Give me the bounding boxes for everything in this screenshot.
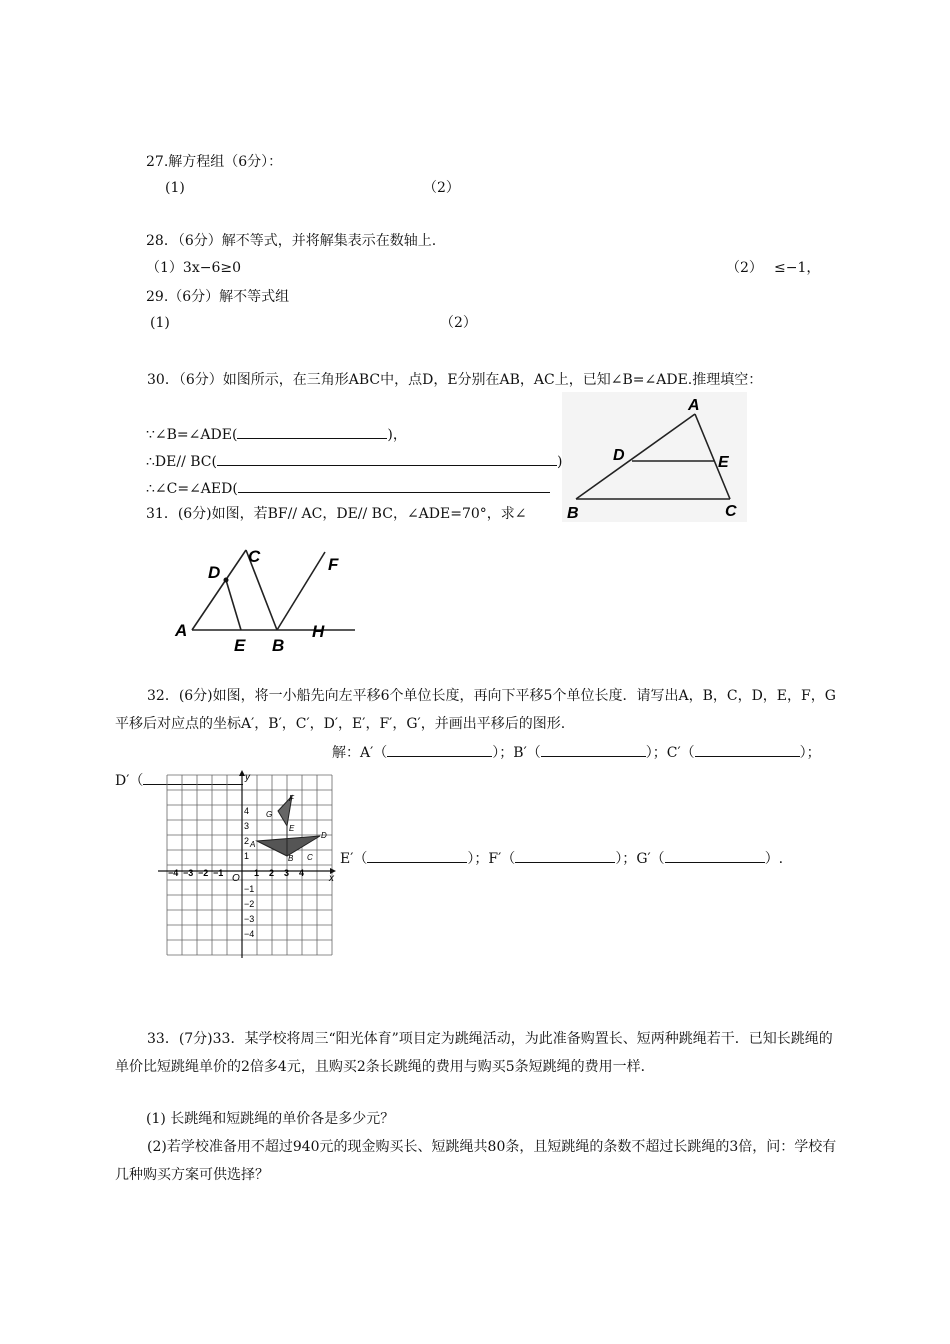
fig30-label-d: D [613,447,625,464]
answer-f-blank[interactable] [515,848,615,863]
q32-answer-row1: 解：A′（ ）；B′（ ）；C′（ ）； [332,742,821,763]
q28-part2-expr: ≤−1， [774,260,821,276]
answer-c-blank[interactable] [695,742,800,757]
grid-point-a: A [250,840,256,849]
grid-x-tick: −3 [183,868,194,878]
answer-g-blank[interactable] [665,848,765,863]
fig30-label-e: E [718,454,729,471]
grid-y-tick: 3 [244,821,250,831]
parallel-lines-figure [170,538,370,660]
q33-part1: (1) 长跳绳和短跳绳的单价各是多少元？ [146,1111,395,1127]
fig31-label-h: H [312,622,325,641]
fig30-label-b: B [567,505,579,522]
grid-y-tick: −4 [244,929,255,939]
fig31-label-c: C [248,547,261,566]
grid-x-tick: −1 [213,868,224,878]
q30-blank2[interactable] [217,451,557,466]
fig31-label-f: F [328,555,339,574]
grid-origin-label: O [232,873,240,884]
fig30-label-a: A [688,397,700,414]
grid-y-tick: 1 [244,851,250,861]
grid-point-b: B [288,854,294,863]
q30-line2: ∴DE// BC( ) [146,451,562,472]
grid-x-tick: 3 [284,868,290,878]
q27-title: 27.解方程组（6分）： [146,154,283,170]
answer-a-blank[interactable] [387,742,492,757]
grid-point-e: E [289,824,295,833]
q32-answer-row2: E′（ ）；F′（ ）；G′（ ）. [340,848,783,869]
q30-line3: ∴∠C=∠AED( [146,478,550,499]
answer-b-blank[interactable] [541,742,646,757]
triangle-abc-figure [562,392,747,522]
q27-part2: （2） [423,180,460,196]
q31-text: 31．(6分)如图，若BF// AC，DE// BC，∠ADE=70°，求∠ [146,506,527,522]
grid-y-tick: −1 [244,884,255,894]
grid-y-tick: −2 [244,899,255,909]
grid-x-tick: −2 [198,868,209,878]
q27-part1: (1) [165,180,185,196]
grid-x-tick: 4 [299,868,305,878]
q28-part1: （1）3x−6≥0 [146,260,241,276]
q29-part1: (1) [150,315,170,331]
q29-title: 29.（6分）解不等式组 [146,289,290,305]
q32-answer-d: D′（ [115,770,243,791]
grid-y-tick: 4 [244,806,250,816]
grid-point-d: D [321,831,327,840]
q28-part2: （2） [726,260,763,276]
answer-e-blank[interactable] [367,848,467,863]
grid-y-tick: 2 [244,836,250,846]
grid-x-tick: 2 [269,868,275,878]
fig31-label-e: E [234,636,246,655]
grid-y-tick: −3 [244,914,255,924]
grid-x-axis-label: x [329,873,334,884]
q30-blank3[interactable] [238,478,550,493]
q29-part2: （2） [440,315,477,331]
grid-point-c: C [307,853,313,862]
q30-blank1[interactable] [237,424,387,439]
grid-point-f: F [289,794,294,803]
fig31-label-b: B [272,636,285,655]
fig30-label-c: C [725,503,737,520]
q30-text: 30．（6分）如图所示，在三角形ABC中，点D，E分别在AB，AC上，已知∠B=∠ADE.推理填空： [147,372,763,388]
grid-y-axis-label: y [245,772,250,783]
fig31-label-a: A [175,621,188,640]
grid-x-tick: 1 [254,868,260,878]
fig31-label-d: D [208,563,221,582]
q33-text: 33．(7分)33．某学校将周三“阳光体育”项目定为跳绳活动，为此准备购置长、短两种跳绳若干．已知长跳绳的单价比短跳绳单价的2倍多4元，且购买2条长跳绳的费用与购买5条短跳绳的费用一样． [115,1031,833,1075]
q30-line1: ∵∠B=∠ADE( )， [146,424,407,445]
q32-text: 32．(6分)如图，将一小船先向左平移6个单位长度，再向下平移5个单位长度．请写出A，B，C，D，E，F，G平移后对应点的坐标A′，B′，C′，D′，E′，F′，G′，并画出平移后的图形. [115,688,836,732]
coordinate-grid-figure [150,768,340,960]
q33-part2: (2)若学校准备用不超过940元的现金购买长、短跳绳共80条，且短跳绳的条数不超过长跳绳的3倍，问：学校有几种购买方案可供选择？ [115,1139,837,1183]
q28-title: 28．（6分）解不等式，并将解集表示在数轴上. [146,233,437,249]
grid-x-tick: −4 [168,868,179,878]
grid-point-g: G [266,810,273,819]
